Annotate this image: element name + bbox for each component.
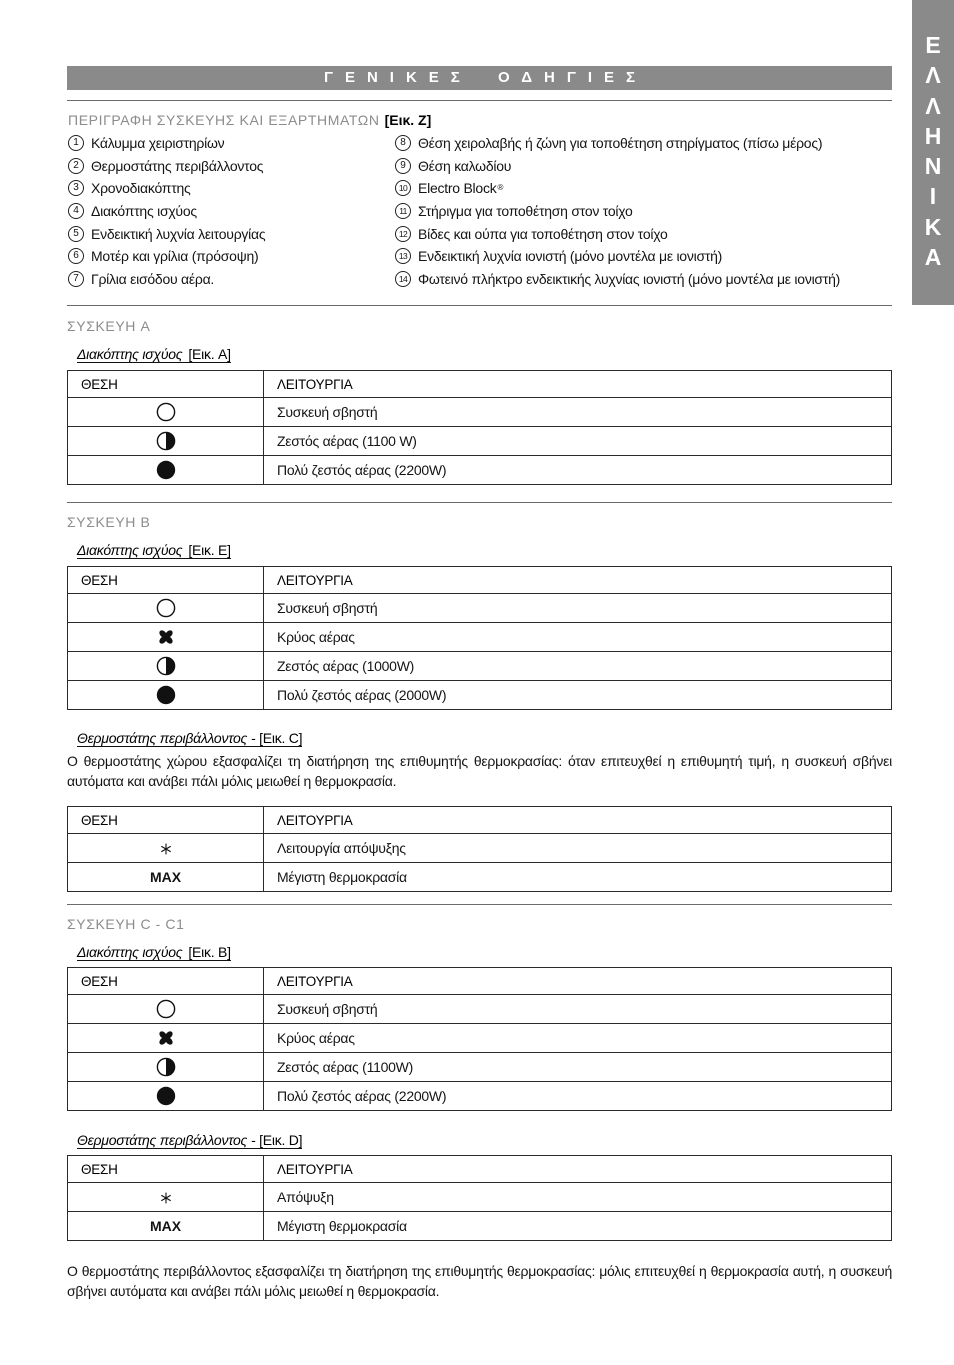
item-number-badge: 13 <box>395 248 411 264</box>
function-cell: Κρύος αέρας <box>264 623 892 652</box>
function-cell: Απόψυξη <box>264 1183 892 1212</box>
item-number-badge: 2 <box>68 158 84 174</box>
table-header-row <box>68 807 892 834</box>
item-number-badge: 8 <box>395 135 411 151</box>
figure-ref: [Εικ. Z] <box>384 112 432 128</box>
component-item <box>68 154 265 177</box>
half-circle-icon <box>156 656 176 676</box>
position-cell <box>68 863 264 892</box>
defrost-icon <box>160 1192 172 1204</box>
table-row <box>68 456 892 485</box>
full-circle-icon <box>156 1086 176 1106</box>
table-row <box>68 1183 892 1212</box>
column-header-position: ΘΕΣΗ <box>68 968 264 995</box>
component-name: Διακόπτης ισχύος <box>91 202 197 219</box>
column-header-position: ΘΕΣΗ <box>68 807 264 834</box>
divider <box>67 305 892 306</box>
component-item <box>68 268 265 291</box>
function-cell: Ζεστός αέρας (1000W) <box>264 652 892 681</box>
column-header-function: ΛΕΙΤΟΥΡΓΙΑ <box>264 371 892 398</box>
caption-title: Διακόπτης ισχύος <box>77 346 183 362</box>
component-name: Θέση καλωδίου <box>418 157 512 174</box>
item-number-badge: 6 <box>68 248 84 264</box>
language-tab-label: ΕΛΛΗΝΙΚΑ <box>924 32 942 271</box>
item-number-badge: 1 <box>68 135 84 151</box>
position-cell <box>68 834 264 863</box>
fan-icon <box>157 1029 175 1047</box>
function-cell: Συσκευή σβηστή <box>264 995 892 1024</box>
table-header-row <box>68 1156 892 1183</box>
off-circle-icon <box>156 999 176 1019</box>
item-number-badge: 12 <box>395 226 411 242</box>
component-item <box>68 177 265 200</box>
position-cell <box>68 995 264 1024</box>
table-row <box>68 1082 892 1111</box>
item-number-badge: 3 <box>68 180 84 196</box>
function-cell: Συσκευή σβηστή <box>264 594 892 623</box>
components-list-left <box>68 132 265 291</box>
position-cell <box>68 594 264 623</box>
device-b-thermostat-table <box>67 806 892 892</box>
caption-title: Διακόπτης ισχύος <box>77 944 183 960</box>
position-cell <box>68 1183 264 1212</box>
component-item <box>68 200 265 223</box>
section-header-bar <box>67 66 892 90</box>
column-header-function: ΛΕΙΤΟΥΡΓΙΑ <box>264 567 892 594</box>
figure-ref: - [Εικ. C] <box>251 730 303 746</box>
mode-table <box>67 566 892 710</box>
function-cell: Πολύ ζεστός αέρας (2200W) <box>264 456 892 485</box>
function-cell: Πολύ ζεστός αέρας (2000W) <box>264 681 892 710</box>
device-b-thermostat-caption <box>77 731 302 747</box>
component-name: Γρίλια εισόδου αέρα. <box>91 270 215 287</box>
thermostat-note: Ο θερμοστάτης περιβάλλοντος εξασφαλίζει τη διατήρηση της επιθυμητής θερμοκρασίας: μόλις επιτευχθεί η θερμοκρασία αυτή, η συσκευή σβήνει αυτόματα και ανάβει πάλι μόλις μειωθεί η θερμοκρασία. <box>67 1263 892 1299</box>
device-c-switch-caption <box>77 945 231 961</box>
table-row <box>68 398 892 427</box>
fan-icon <box>157 628 175 646</box>
component-item <box>68 222 265 245</box>
component-item <box>68 132 265 155</box>
section-header-title: ΓΕΝΙΚΕΣ ΟΔΗΓΙΕΣ <box>323 69 648 86</box>
position-cell <box>68 623 264 652</box>
item-number-badge: 9 <box>395 158 411 174</box>
defrost-icon <box>160 843 172 855</box>
component-name: Ενδεικτική λυχνία λειτουργίας <box>91 225 266 242</box>
position-label: MAX <box>149 1218 182 1234</box>
position-cell <box>68 456 264 485</box>
function-cell: Πολύ ζεστός αέρας (2200W) <box>264 1082 892 1111</box>
position-cell <box>68 1082 264 1111</box>
table-row <box>68 594 892 623</box>
table-row <box>68 1024 892 1053</box>
device-b-switch-table <box>67 566 892 710</box>
component-name: Χρονοδιακόπτης <box>91 180 191 197</box>
position-cell <box>68 681 264 710</box>
function-cell: Ζεστός αέρας (1100W) <box>264 1053 892 1082</box>
item-number-badge: 7 <box>68 271 84 287</box>
figure-ref: [Εικ. B] <box>188 944 231 960</box>
table-row <box>68 834 892 863</box>
mode-table <box>67 1155 892 1241</box>
off-circle-icon <box>156 598 176 618</box>
component-item <box>395 245 840 268</box>
description-heading <box>68 111 431 129</box>
table-header-row <box>68 567 892 594</box>
divider <box>67 502 892 503</box>
item-number-badge: 11 <box>395 203 411 219</box>
column-header-function: ΛΕΙΤΟΥΡΓΙΑ <box>264 1156 892 1183</box>
language-tab <box>912 0 954 305</box>
function-cell: Ζεστός αέρας (1100 W) <box>264 427 892 456</box>
item-number-badge: 14 <box>395 271 411 287</box>
figure-ref: [Εικ. E] <box>188 542 231 558</box>
item-number-badge: 4 <box>68 203 84 219</box>
table-row <box>68 623 892 652</box>
device-a-title: ΣΥΣΚΕΥΗ A <box>67 318 151 334</box>
table-header-row <box>68 371 892 398</box>
function-cell: Κρύος αέρας <box>264 1024 892 1053</box>
device-c-switch-table <box>67 967 892 1111</box>
mode-table <box>67 967 892 1111</box>
item-number-badge: 10 <box>395 180 411 196</box>
mode-table <box>67 806 892 892</box>
mode-table <box>67 370 892 485</box>
column-header-function: ΛΕΙΤΟΥΡΓΙΑ <box>264 968 892 995</box>
device-c-title: ΣΥΣΚΕΥΗ C - C1 <box>67 916 185 932</box>
component-item <box>395 200 840 223</box>
table-row <box>68 995 892 1024</box>
component-name: Ενδεικτική λυχνία ιονιστή (μόνο μοντέλα με ιονιστή) <box>418 248 723 265</box>
component-name: Θέση χειρολαβής ή ζώνη για τοποθέτηση στηρίγματος (πίσω μέρος) <box>418 135 823 152</box>
divider <box>67 904 892 905</box>
position-label: MAX <box>149 869 182 885</box>
component-name: Θερμοστάτης περιβάλλοντος <box>91 157 264 174</box>
component-item <box>395 132 840 155</box>
column-header-position: ΘΕΣΗ <box>68 567 264 594</box>
device-a-switch-table <box>67 370 892 485</box>
table-row <box>68 863 892 892</box>
component-name: Electro Block <box>418 180 497 197</box>
position-cell <box>68 1212 264 1241</box>
component-name: Μοτέρ και γρίλια (πρόσοψη) <box>91 248 259 265</box>
column-header-position: ΘΕΣΗ <box>68 1156 264 1183</box>
component-name: Κάλυμμα χειριστηρίων <box>91 135 225 152</box>
caption-title: Διακόπτης ισχύος <box>77 542 183 558</box>
off-circle-icon <box>156 402 176 422</box>
function-cell: Μέγιστη θερμοκρασία <box>264 1212 892 1241</box>
components-list-right <box>395 132 840 291</box>
device-c-thermostat-table <box>67 1155 892 1241</box>
divider <box>67 100 892 101</box>
device-a-switch-caption <box>77 347 231 363</box>
function-cell: Λειτουργία απόψυξης <box>264 834 892 863</box>
description-title: ΠΕΡΙΓΡΑΦΗ ΣΥΣΚΕΥΗΣ ΚΑΙ ΕΞΑΡΤΗΜΑΤΩΝ <box>68 112 380 128</box>
position-cell <box>68 652 264 681</box>
column-header-function: ΛΕΙΤΟΥΡΓΙΑ <box>264 807 892 834</box>
half-circle-icon <box>156 431 176 451</box>
position-cell <box>68 427 264 456</box>
item-number-badge: 5 <box>68 226 84 242</box>
position-cell <box>68 1024 264 1053</box>
table-row <box>68 681 892 710</box>
caption-title: Θερμοστάτης περιβάλλοντος <box>77 1132 248 1148</box>
device-b-title: ΣΥΣΚΕΥΗ B <box>67 514 151 530</box>
thermostat-note: Ο θερμοστάτης χώρου εξασφαλίζει τη διατήρηση της επιθυμητής θερμοκρασίας: όταν επιτευχθεί η επιθυμητή τιμή, η συσκευή σβήνει αυτόματα και ανάβει πάλι μόλις μειωθεί η θερμοκρασία. <box>67 753 892 789</box>
device-b-switch-caption <box>77 543 231 559</box>
table-row <box>68 1053 892 1082</box>
component-item <box>395 154 840 177</box>
component-name: Φωτεινό πλήκτρο ενδεικτικής λυχνίας ιονιστή (μόνο μοντέλα με ιονιστή) <box>418 270 841 287</box>
figure-ref: [Εικ. A] <box>188 346 231 362</box>
column-header-position: ΘΕΣΗ <box>68 371 264 398</box>
table-row <box>68 427 892 456</box>
full-circle-icon <box>156 460 176 480</box>
half-circle-icon <box>156 1057 176 1077</box>
component-item <box>395 222 840 245</box>
figure-ref: - [Εικ. D] <box>251 1132 303 1148</box>
function-cell: Συσκευή σβηστή <box>264 398 892 427</box>
component-item <box>395 268 840 291</box>
position-cell <box>68 398 264 427</box>
component-name: Βίδες και ούπα για τοποθέτηση στον τοίχο <box>418 225 668 242</box>
full-circle-icon <box>156 685 176 705</box>
component-name: Στήριγμα για τοποθέτηση στον τοίχο <box>418 202 633 219</box>
device-c-thermostat-caption <box>77 1133 302 1149</box>
table-row <box>68 652 892 681</box>
caption-title: Θερμοστάτης περιβάλλοντος <box>77 730 248 746</box>
table-row <box>68 1212 892 1241</box>
position-cell <box>68 1053 264 1082</box>
table-header-row <box>68 968 892 995</box>
function-cell: Μέγιστη θερμοκρασία <box>264 863 892 892</box>
component-item: 10 Electro Block ® <box>395 177 840 200</box>
component-item <box>68 245 265 268</box>
